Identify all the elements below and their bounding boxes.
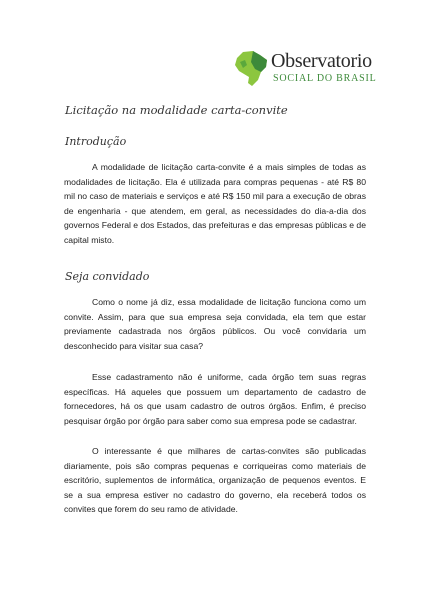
brand-subtitle: SOCIAL DO BRASIL	[273, 73, 377, 84]
brazil-map-icon	[233, 50, 269, 88]
brand-name: Observatorio	[271, 50, 372, 72]
paragraph-cartas-convites: O interessante é que milhares de cartas-convites são publicadas diariamente, pois são compras pequenas e corriqueiras como materiais de escritório, suplementos de informática, organização de pequenos eventos. E se a sua empresa estiver no cadastro do governo, ela receberá todos os convites que forem do seu ramo de atividade.	[64, 446, 366, 515]
document-title: Licitação na modalidade carta-convite	[65, 103, 288, 117]
paragraph-cadastramento: Esse cadastramento não é uniforme, cada órgão tem suas regras específicas. Há aqueles que possuem um departamento de cadastro de fornecedores, há os que usam cadastro de outros órgãos. Enfim, é preciso pesquisar órgão por órgão para saber como sua empresa pode se cadastrar.	[64, 372, 366, 426]
observatorio-logo	[233, 50, 377, 90]
section-heading-introducao: Introdução	[65, 135, 127, 148]
section-heading-seja-convidado: Seja convidado	[65, 270, 150, 283]
paragraph-introducao: A modalidade de licitação carta-convite é a mais simples de todas as modalidades de licitação. Ela é utilizada para compras pequenas - até R$ 80 mil no caso de materiais e serviços e até R$ 150 mil para a execução de obras de engenharia - que atendem, em geral, as necessidades do dia-a-dia dos governos Federal e dos Estados, das prefeituras e das empresas públicas e de capital misto.	[64, 162, 366, 245]
paragraph-convite: Como o nome já diz, essa modalidade de licitação funciona como um convite. Assim, para que sua empresa seja convidada, ela tem que estar previamente cadastrada nos órgãos públicos. Ou você convidaria um desconhecido para visitar sua casa?	[64, 297, 366, 351]
